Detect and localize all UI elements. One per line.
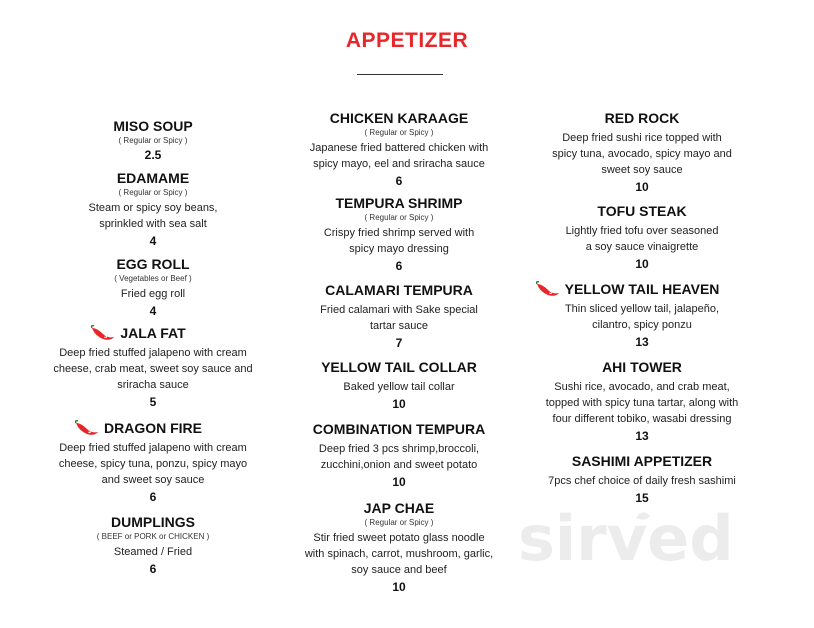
menu-item-name xyxy=(117,170,189,186)
menu-item-price: 6 xyxy=(149,490,157,504)
description-line: Lightly fried tofu over seasoned xyxy=(565,225,719,237)
menu-item xyxy=(274,110,524,189)
menu-item-price: 7 xyxy=(395,336,403,350)
menu-column-2 xyxy=(274,0,524,628)
menu-item-option: ( Regular or Spicy ) xyxy=(118,188,188,197)
svg-text:3: 3 xyxy=(104,334,108,340)
menu-item-option: ( Regular or Spicy ) xyxy=(364,213,434,222)
menu-item-description xyxy=(517,473,767,489)
description-line: topped with spicy tuna tartar, along with xyxy=(545,397,739,409)
menu-item-description xyxy=(274,225,524,257)
menu-item-description xyxy=(274,302,524,334)
description-line: zucchini,onion and sweet potato xyxy=(320,459,478,471)
menu-item-name xyxy=(113,118,192,134)
description-line: Crispy fried shrimp served with xyxy=(323,227,475,239)
description-line: 7pcs chef choice of daily fresh sashimi xyxy=(548,475,736,487)
menu-item-name-text: DUMPLINGS xyxy=(111,514,195,530)
menu-item xyxy=(517,203,767,272)
menu-item xyxy=(517,110,767,195)
menu-item-name-text: CALAMARI TEMPURA xyxy=(325,282,473,298)
menu-item-name-text: EDAMAME xyxy=(116,170,190,186)
menu-item-price: 10 xyxy=(635,257,649,271)
menu-item-name xyxy=(364,500,435,516)
menu-item-name xyxy=(335,195,462,211)
menu-item-name-text: DRAGON FIRE xyxy=(104,420,202,436)
menu-item xyxy=(28,514,278,577)
menu-item-name xyxy=(330,110,468,126)
menu-item-description xyxy=(28,440,278,488)
menu-item-option: ( Regular or Spicy ) xyxy=(364,518,434,527)
description-line: cheese, spicy tuna, ponzu, spicy mayo xyxy=(58,458,248,470)
menu-item-name xyxy=(602,359,682,375)
menu-item-description xyxy=(274,140,524,172)
description-line: Fried egg roll xyxy=(120,288,186,300)
menu-item-description xyxy=(28,345,278,393)
menu-item-name-text: AHI TOWER xyxy=(602,359,682,375)
menu-item-description xyxy=(517,301,767,333)
menu-item-option: ( Regular or Spicy ) xyxy=(118,136,188,145)
menu-item-name-text: SASHIMI APPETIZER xyxy=(571,453,713,469)
description-line: Baked yellow tail collar xyxy=(343,381,455,393)
menu-item-description xyxy=(274,379,524,395)
description-line: spicy mayo, eel and sriracha sauce xyxy=(313,158,485,170)
menu-item-price: 6 xyxy=(395,174,403,188)
menu-item-price: 10 xyxy=(392,580,406,594)
description-line: Stir fried sweet potato glass noodle xyxy=(313,532,485,544)
menu-item-price: 6 xyxy=(395,259,403,273)
menu-item-name-text: EGG ROLL xyxy=(116,256,190,272)
menu-item-option: ( BEEF or PORK or CHICKEN ) xyxy=(96,532,210,541)
chili-pepper-icon xyxy=(74,420,100,436)
menu-item-name-text: MISO SOUP xyxy=(113,118,193,134)
menu-item-description xyxy=(28,544,278,560)
menu-item-price: 6 xyxy=(149,562,157,576)
chili-pepper-icon xyxy=(90,325,116,341)
menu-item-description xyxy=(28,286,278,302)
description-line: cheese, crab meat, sweet soy sauce and xyxy=(53,363,253,375)
svg-text:3: 3 xyxy=(548,290,552,296)
menu-item-name-text: JALA FAT xyxy=(120,325,186,341)
description-line: Japanese fried battered chicken with xyxy=(309,142,489,154)
menu-item-name-text: TEMPURA SHRIMP xyxy=(335,195,463,211)
menu-item xyxy=(274,195,524,274)
menu-item-name xyxy=(116,256,189,272)
description-line: Sushi rice, avocado, and crab meat, xyxy=(554,381,730,393)
menu-item-description xyxy=(517,379,767,427)
watermark-text: sirved xyxy=(518,502,734,574)
menu-item-name-text: JAP CHAE xyxy=(363,500,435,516)
menu-item-price: 4 xyxy=(149,304,157,318)
description-line: with spinach, carrot, mushroom, garlic, xyxy=(304,548,494,560)
menu-item xyxy=(28,325,278,410)
menu-item-price: 13 xyxy=(635,429,649,443)
description-line: Steamed / Fried xyxy=(113,546,193,558)
menu-item-description xyxy=(274,530,524,578)
description-line: cilantro, spicy ponzu xyxy=(592,319,692,331)
menu-item-name xyxy=(548,281,720,297)
svg-text:3: 3 xyxy=(88,429,92,435)
description-line: four different tobiko, wasabi dressing xyxy=(552,413,732,425)
menu-item-name xyxy=(88,420,202,436)
menu-item-name-text: RED ROCK xyxy=(604,110,680,126)
menu-item xyxy=(274,421,524,490)
menu-item-name xyxy=(597,203,686,219)
menu-item-name-text: TOFU STEAK xyxy=(597,203,687,219)
description-line: Steam or spicy soy beans, xyxy=(88,202,218,214)
menu-item-name-text: YELLOW TAIL COLLAR xyxy=(321,359,477,375)
menu-item-name xyxy=(111,514,195,530)
description-line: Deep fried 3 pcs shrimp,broccoli, xyxy=(318,443,480,455)
description-line: Fried calamari with Sake special xyxy=(320,304,478,316)
description-line: a soy sauce vinaigrette xyxy=(585,241,699,253)
menu-item-price: 4 xyxy=(149,234,157,248)
menu-item xyxy=(28,118,278,163)
menu-item-price: 5 xyxy=(149,395,157,409)
menu-item-description xyxy=(517,223,767,255)
menu-item xyxy=(274,282,524,351)
menu-item-name-text: COMBINATION TEMPURA xyxy=(312,421,486,437)
description-line: and sweet soy sauce xyxy=(101,474,205,486)
menu-item xyxy=(274,500,524,595)
menu-item xyxy=(517,453,767,506)
description-line: sriracha sauce xyxy=(117,379,189,391)
menu-item-description xyxy=(28,200,278,232)
menu-item xyxy=(517,359,767,444)
description-line: sprinkled with sea salt xyxy=(99,218,207,230)
description-line: Deep fried stuffed jalapeno with cream xyxy=(59,442,247,454)
menu-item-name xyxy=(313,421,485,437)
menu-column-1 xyxy=(28,0,278,628)
menu-item-price: 15 xyxy=(635,491,649,505)
menu-item-option: ( Regular or Spicy ) xyxy=(364,128,434,137)
menu-item-description xyxy=(274,441,524,473)
menu-item-price: 10 xyxy=(635,180,649,194)
description-line: Deep fried sushi rice topped with xyxy=(562,132,722,144)
description-line: spicy tuna, avocado, spicy mayo and xyxy=(552,148,732,160)
menu-column-3 xyxy=(517,0,767,628)
menu-item xyxy=(517,281,767,350)
description-line: Deep fried stuffed jalapeno with cream xyxy=(59,347,247,359)
description-line: spicy mayo dressing xyxy=(349,243,449,255)
menu-item-name xyxy=(325,282,473,298)
menu-item-name xyxy=(572,453,712,469)
description-line: sweet soy sauce xyxy=(601,164,683,176)
menu-item xyxy=(28,256,278,319)
menu-item xyxy=(28,170,278,249)
menu-item-name xyxy=(104,325,186,341)
menu-item-price: 10 xyxy=(392,397,406,411)
menu-item-name xyxy=(605,110,680,126)
page-title: APPETIZER xyxy=(345,29,469,52)
menu-item-name-text: CHICKEN KARAAGE xyxy=(329,110,469,126)
menu-item xyxy=(274,359,524,412)
menu-item-price: 13 xyxy=(635,335,649,349)
description-line: Thin sliced yellow tail, jalapeño, xyxy=(564,303,720,315)
menu-item-name-text: YELLOW TAIL HEAVEN xyxy=(564,281,720,297)
menu-item-description xyxy=(517,130,767,178)
menu-item-price: 2.5 xyxy=(144,148,162,162)
menu-item-price: 10 xyxy=(392,475,406,489)
description-line: tartar sauce xyxy=(369,320,429,332)
chili-pepper-icon xyxy=(535,281,561,297)
description-line: soy sauce and beef xyxy=(351,564,447,576)
menu-item-option: ( Vegetables or Beef ) xyxy=(114,274,192,283)
menu-item-name xyxy=(321,359,477,375)
menu-item xyxy=(28,420,278,505)
